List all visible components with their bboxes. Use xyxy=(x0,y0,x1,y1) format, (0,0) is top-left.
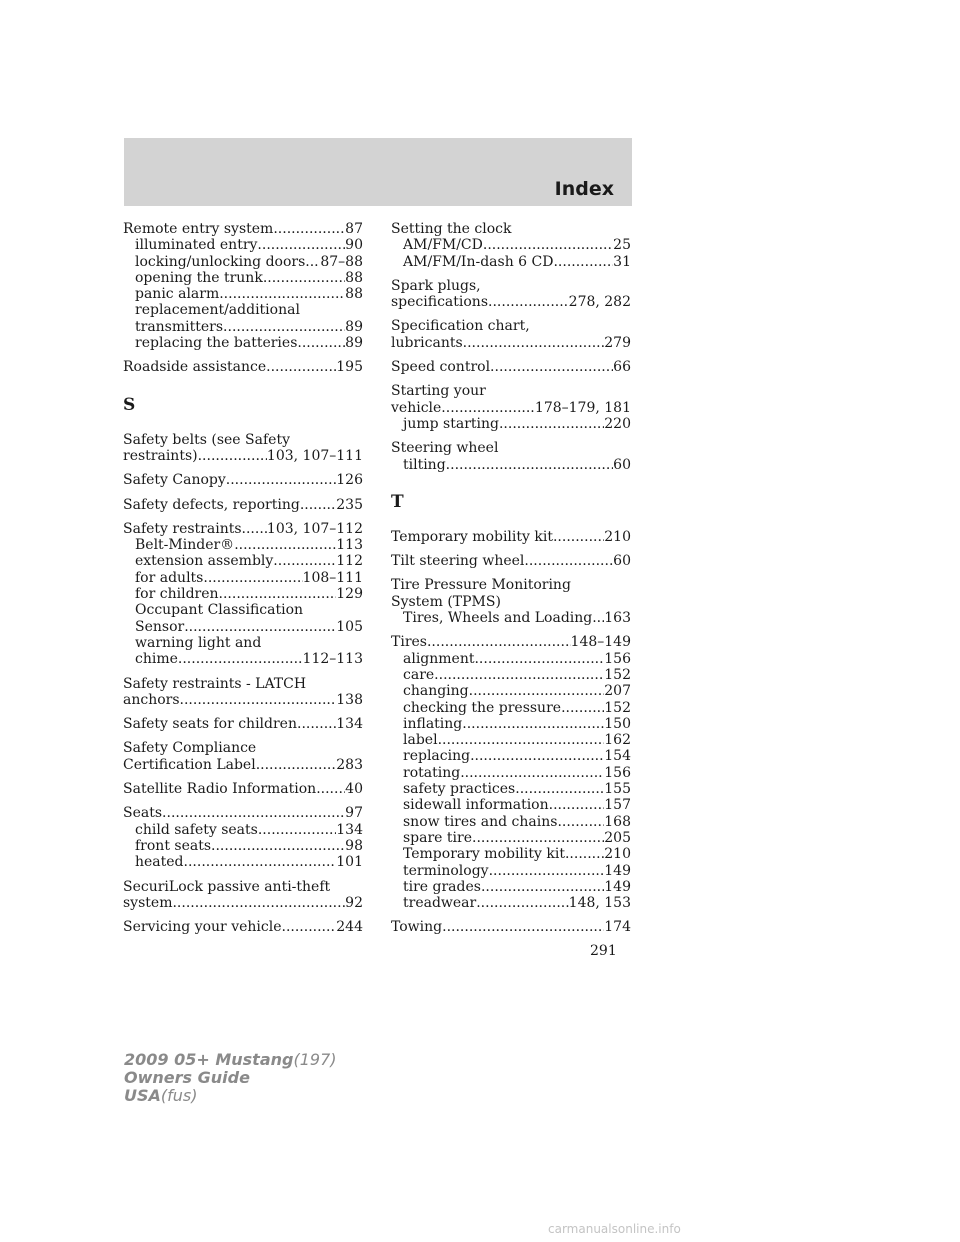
index-line xyxy=(123,432,363,448)
page-reference: 90 xyxy=(345,237,363,254)
footer-document-id xyxy=(124,1051,337,1105)
dot-leader xyxy=(472,830,604,846)
dot-leader xyxy=(162,805,345,821)
index-line xyxy=(391,400,631,416)
entry-text: Roadside assistance xyxy=(123,359,267,376)
entry-text: alignment xyxy=(403,650,475,667)
entry-text: Safety belts (see Safety xyxy=(123,431,290,448)
entry-text: care xyxy=(403,666,435,683)
entry-text: label xyxy=(403,732,438,749)
index-line xyxy=(123,676,363,692)
footer-guide: Owners Guide xyxy=(124,1068,250,1087)
page-reference: 89 xyxy=(345,335,363,352)
entry-text: specifications xyxy=(391,294,489,311)
page-reference: 25 xyxy=(613,237,631,254)
page-reference: 126 xyxy=(336,472,363,489)
index-subentry xyxy=(123,319,363,335)
index-subentry xyxy=(391,416,631,432)
entry-text: for children xyxy=(135,586,219,603)
index-entry xyxy=(123,781,363,797)
index-entry xyxy=(123,521,363,668)
entry-text: changing xyxy=(403,683,469,700)
dot-leader xyxy=(256,757,337,773)
page-reference: 279 xyxy=(604,334,631,351)
entry-text: Belt-Minder® xyxy=(135,537,235,554)
page-reference: 283 xyxy=(336,756,363,773)
index-subentry xyxy=(123,302,363,318)
index-subentry xyxy=(123,537,363,553)
index-line xyxy=(123,805,363,821)
page-reference: 152 xyxy=(604,666,631,683)
index-subentry xyxy=(391,765,631,781)
index-line xyxy=(123,521,363,537)
page-reference: 129 xyxy=(336,586,363,603)
entry-text: Certification Label xyxy=(123,756,256,773)
index-subentry xyxy=(123,286,363,302)
dot-leader xyxy=(592,610,604,626)
index-entry xyxy=(391,634,631,911)
dot-leader xyxy=(460,765,604,781)
entry-text: Steering wheel xyxy=(391,440,499,457)
index-subentry xyxy=(123,553,363,569)
index-line xyxy=(391,919,631,935)
entry-text: chime xyxy=(135,651,178,668)
entry-text: for adults xyxy=(135,569,204,586)
index-line xyxy=(123,781,363,797)
entry-text: spare tire xyxy=(403,829,473,846)
index-column-left xyxy=(123,221,363,943)
page-reference: 235 xyxy=(336,496,363,513)
index-subentry xyxy=(391,895,631,911)
index-subentry xyxy=(123,635,363,651)
index-subentry xyxy=(391,830,631,846)
dot-leader xyxy=(553,254,613,270)
index-subentry xyxy=(391,457,631,473)
index-line xyxy=(123,448,363,464)
dot-leader xyxy=(553,529,604,545)
dot-leader xyxy=(557,814,604,830)
dot-leader xyxy=(469,683,605,699)
entry-text: Towing xyxy=(391,919,443,936)
index-subentry xyxy=(123,335,363,351)
page-reference: 108–111 xyxy=(302,569,363,586)
index-subentry xyxy=(391,651,631,667)
index-entry xyxy=(123,497,363,513)
entry-text: opening the trunk xyxy=(135,269,263,286)
dot-leader xyxy=(565,846,604,862)
page-reference: 155 xyxy=(604,781,631,798)
index-entry xyxy=(391,553,631,569)
dot-leader xyxy=(441,400,535,416)
index-entry xyxy=(391,318,631,351)
page-reference: 152 xyxy=(604,699,631,716)
entry-text: terminology xyxy=(403,862,489,879)
entry-text: replacing xyxy=(403,748,471,765)
index-subentry xyxy=(391,716,631,732)
dot-leader xyxy=(434,667,604,683)
section-letter: T xyxy=(391,491,404,512)
entry-text: Tires xyxy=(391,634,427,651)
index-subentry xyxy=(391,254,631,270)
dot-leader xyxy=(474,651,604,667)
page-reference: 149 xyxy=(604,878,631,895)
index-subentry xyxy=(391,863,631,879)
dot-leader xyxy=(427,634,571,650)
index-line xyxy=(391,359,631,375)
dot-leader xyxy=(297,335,345,351)
page-reference: 112–113 xyxy=(302,651,363,668)
dot-leader xyxy=(489,863,605,879)
dot-leader xyxy=(549,797,605,813)
index-line xyxy=(123,497,363,513)
section-letter: S xyxy=(123,394,136,415)
page-reference: 134 xyxy=(336,716,363,733)
entry-text: transmitters xyxy=(135,318,224,335)
index-line xyxy=(391,577,631,593)
page-reference: 88 xyxy=(345,286,363,303)
index-subentry xyxy=(391,610,631,626)
page-reference: 103, 107–112 xyxy=(266,520,363,537)
page-reference: 162 xyxy=(604,732,631,749)
dot-leader xyxy=(515,781,604,797)
index-line xyxy=(391,529,631,545)
index-entry xyxy=(391,221,631,270)
page-reference: 87 xyxy=(345,221,363,237)
dot-leader xyxy=(234,537,336,553)
page-reference: 31 xyxy=(613,253,631,270)
dot-leader xyxy=(184,619,336,635)
page-reference: 92 xyxy=(345,894,363,911)
page-reference: 98 xyxy=(345,837,363,854)
index-subentry xyxy=(391,781,631,797)
index-line xyxy=(391,221,631,237)
dot-leader xyxy=(273,221,345,237)
dot-leader xyxy=(442,919,604,935)
entry-text: vehicle xyxy=(391,399,442,416)
entry-text: replacement/additional xyxy=(135,302,300,319)
entry-text: Occupant Classification xyxy=(135,602,304,619)
page-number: 291 xyxy=(590,943,617,959)
index-subentry xyxy=(123,602,363,618)
dot-leader xyxy=(438,732,605,748)
footer-market-code: (fus) xyxy=(160,1086,198,1105)
entry-text: SecuriLock passive anti-theft xyxy=(123,878,331,895)
index-subentry xyxy=(391,732,631,748)
dot-leader xyxy=(490,359,613,375)
index-subentry xyxy=(123,822,363,838)
dot-leader xyxy=(300,497,336,513)
header-band xyxy=(124,138,632,206)
page-reference: 163 xyxy=(604,610,631,627)
page-reference: 150 xyxy=(604,715,631,732)
page-reference: 88 xyxy=(345,269,363,286)
index-entry xyxy=(391,383,631,432)
index-subentry xyxy=(391,700,631,716)
dot-leader xyxy=(561,700,604,716)
index-subentry xyxy=(123,619,363,635)
dot-leader xyxy=(203,570,302,586)
index-subentry xyxy=(123,586,363,602)
footer-model: 2009 05+ Mustang xyxy=(124,1050,294,1069)
entry-text: Safety seats for children xyxy=(123,716,297,733)
dot-leader xyxy=(172,895,345,911)
dot-leader xyxy=(226,472,337,488)
index-line xyxy=(391,440,631,456)
page-reference: 205 xyxy=(604,829,631,846)
page-reference: 105 xyxy=(336,618,363,635)
dot-leader xyxy=(219,286,345,302)
index-entry xyxy=(123,919,363,935)
entry-text: heated xyxy=(135,854,184,871)
entry-text: Safety Canopy xyxy=(123,472,226,489)
dot-leader xyxy=(257,237,345,253)
page-reference: 207 xyxy=(604,683,631,700)
index-subentry xyxy=(123,237,363,253)
entry-text: restraints) xyxy=(123,447,198,464)
index-subentry xyxy=(123,854,363,870)
page-reference: 113 xyxy=(336,537,363,554)
index-entry xyxy=(123,221,363,351)
index-subentry xyxy=(391,237,631,253)
entry-text: Remote entry system xyxy=(123,221,274,237)
entry-text: locking/unlocking doors xyxy=(135,253,306,270)
entry-text: anchors xyxy=(123,691,180,708)
index-entry xyxy=(123,716,363,732)
index-entry xyxy=(391,440,631,473)
index-subentry xyxy=(391,814,631,830)
page-reference: 149 xyxy=(604,862,631,879)
index-entry xyxy=(123,676,363,709)
entry-text: Setting the clock xyxy=(391,221,512,237)
index-entry xyxy=(123,740,363,773)
entry-text: panic alarm xyxy=(135,286,220,303)
index-line xyxy=(391,553,631,569)
index-entry xyxy=(123,359,363,375)
footer-model-code: (197) xyxy=(293,1050,337,1069)
index-line xyxy=(123,221,363,237)
dot-leader xyxy=(297,716,336,732)
page-reference: 156 xyxy=(604,764,631,781)
dot-leader xyxy=(470,748,604,764)
index-line xyxy=(391,383,631,399)
page-reference: 89 xyxy=(345,318,363,335)
page-reference: 101 xyxy=(336,854,363,871)
page-reference: 174 xyxy=(604,919,631,936)
index-subentry xyxy=(391,797,631,813)
index-line xyxy=(123,740,363,756)
dot-leader xyxy=(266,359,336,375)
index-entry xyxy=(391,359,631,375)
page-reference: 60 xyxy=(613,456,631,473)
entry-text: checking the pressure xyxy=(403,699,562,716)
dot-leader xyxy=(481,879,604,895)
index-entry xyxy=(391,577,631,626)
entry-text: snow tires and chains xyxy=(403,813,558,830)
entry-text: Seats xyxy=(123,805,163,822)
dot-leader xyxy=(282,919,337,935)
entry-text: Satellite Radio Information xyxy=(123,781,317,798)
page-reference: 112 xyxy=(336,553,363,570)
page-reference: 103, 107–111 xyxy=(266,447,363,464)
entry-text: treadwear xyxy=(403,895,477,912)
index-subentry xyxy=(391,683,631,699)
dot-leader xyxy=(463,335,605,351)
page-reference: 220 xyxy=(604,415,631,432)
entry-text: inflating xyxy=(403,715,463,732)
dot-leader xyxy=(198,448,267,464)
index-line xyxy=(123,879,363,895)
entry-text: Servicing your vehicle xyxy=(123,919,282,936)
entry-text: Temporary mobility kit xyxy=(403,846,565,863)
page-reference: 87–88 xyxy=(320,253,363,270)
entry-text: tire grades xyxy=(403,878,481,895)
entry-text: Tire Pressure Monitoring xyxy=(391,577,571,594)
page-reference: 210 xyxy=(604,846,631,863)
dot-leader xyxy=(180,692,337,708)
dot-leader xyxy=(263,270,345,286)
index-subentry xyxy=(391,879,631,895)
page-reference: 138 xyxy=(336,691,363,708)
page-reference: 156 xyxy=(604,650,631,667)
entry-text: Temporary mobility kit xyxy=(391,528,553,545)
page-reference: 210 xyxy=(604,528,631,545)
entry-text: warning light and xyxy=(135,634,262,651)
dot-leader xyxy=(223,319,345,335)
entry-text: Safety defects, reporting xyxy=(123,496,300,513)
page-reference: 154 xyxy=(604,748,631,765)
footer-market: USA xyxy=(124,1086,161,1105)
index-line xyxy=(391,294,631,310)
index-line xyxy=(391,594,631,610)
entry-text: Safety restraints - LATCH xyxy=(123,675,307,692)
page-title: Index xyxy=(554,178,614,200)
index-subentry xyxy=(123,651,363,667)
index-subentry xyxy=(123,838,363,854)
dot-leader xyxy=(184,854,337,870)
entry-text: Starting your xyxy=(391,383,486,400)
index-subentry xyxy=(123,270,363,286)
index-entry xyxy=(391,919,631,935)
entry-text: sidewall information xyxy=(403,797,549,814)
dot-leader xyxy=(219,586,337,602)
entry-text: Speed control xyxy=(391,359,491,376)
entry-text: system xyxy=(123,894,173,911)
watermark-link[interactable]: carmanualsonline.info xyxy=(548,1222,681,1236)
entry-text: lubricants xyxy=(391,334,463,351)
dot-leader xyxy=(483,237,613,253)
index-subentry xyxy=(391,667,631,683)
entry-text: rotating xyxy=(403,764,461,781)
page-reference: 195 xyxy=(336,359,363,376)
dot-leader xyxy=(258,822,336,838)
index-column-right xyxy=(391,221,631,944)
entry-text: Sensor xyxy=(135,618,185,635)
index-line xyxy=(123,472,363,488)
index-entry xyxy=(123,432,363,465)
dot-leader xyxy=(462,716,604,732)
index-entry xyxy=(391,278,631,311)
page-reference: 148–149 xyxy=(570,634,631,651)
page-reference: 168 xyxy=(604,813,631,830)
entry-text: Specification chart, xyxy=(391,318,530,335)
dot-leader xyxy=(305,254,320,270)
entry-text: illuminated entry xyxy=(135,237,258,254)
entry-text: Tilt steering wheel xyxy=(391,553,525,570)
index-line xyxy=(123,757,363,773)
dot-leader xyxy=(242,521,267,537)
dot-leader xyxy=(499,416,604,432)
entry-text: System (TPMS) xyxy=(391,593,501,610)
entry-text: front seats xyxy=(135,837,212,854)
index-line xyxy=(123,359,363,375)
index-entry xyxy=(123,879,363,912)
entry-text: tilting xyxy=(403,456,446,473)
index-line xyxy=(391,278,631,294)
entry-text: Safety Compliance xyxy=(123,740,257,757)
entry-text: AM/FM/CD xyxy=(403,237,483,254)
entry-text: child safety seats xyxy=(135,821,258,838)
entry-text: jump starting xyxy=(403,415,499,432)
index-line xyxy=(123,895,363,911)
index-line xyxy=(391,318,631,334)
entry-text: safety practices xyxy=(403,781,516,798)
entry-text: extension assembly xyxy=(135,553,274,570)
dot-leader xyxy=(488,294,569,310)
dot-leader xyxy=(476,895,568,911)
dot-leader xyxy=(316,781,345,797)
entry-text: AM/FM/In-dash 6 CD xyxy=(403,253,554,270)
index-subentry xyxy=(123,570,363,586)
page-reference: 66 xyxy=(613,359,631,376)
index-line xyxy=(123,919,363,935)
page-reference: 278, 282 xyxy=(568,294,631,311)
index-entry xyxy=(391,529,631,545)
page-reference: 97 xyxy=(345,805,363,822)
page-reference: 40 xyxy=(345,781,363,798)
index-line xyxy=(123,692,363,708)
index-line xyxy=(391,335,631,351)
page-reference: 134 xyxy=(336,821,363,838)
index-line xyxy=(391,634,631,650)
page-reference: 178–179, 181 xyxy=(534,399,631,416)
index-entry xyxy=(123,472,363,488)
index-entry xyxy=(123,805,363,870)
index-subentry xyxy=(123,254,363,270)
dot-leader xyxy=(446,457,614,473)
dot-leader xyxy=(273,553,336,569)
dot-leader xyxy=(211,838,345,854)
page-reference: 148, 153 xyxy=(568,895,631,912)
entry-text: replacing the batteries xyxy=(135,335,298,352)
index-subentry xyxy=(391,846,631,862)
dot-leader xyxy=(524,553,613,569)
entry-text: Tires, Wheels and Loading xyxy=(403,610,593,627)
index-subentry xyxy=(391,748,631,764)
index-line xyxy=(123,716,363,732)
page-reference: 157 xyxy=(604,797,631,814)
page-reference: 244 xyxy=(336,919,363,936)
entry-text: Spark plugs, xyxy=(391,277,481,294)
dot-leader xyxy=(178,651,303,667)
page-reference: 60 xyxy=(613,553,631,570)
entry-text: Safety restraints xyxy=(123,520,242,537)
